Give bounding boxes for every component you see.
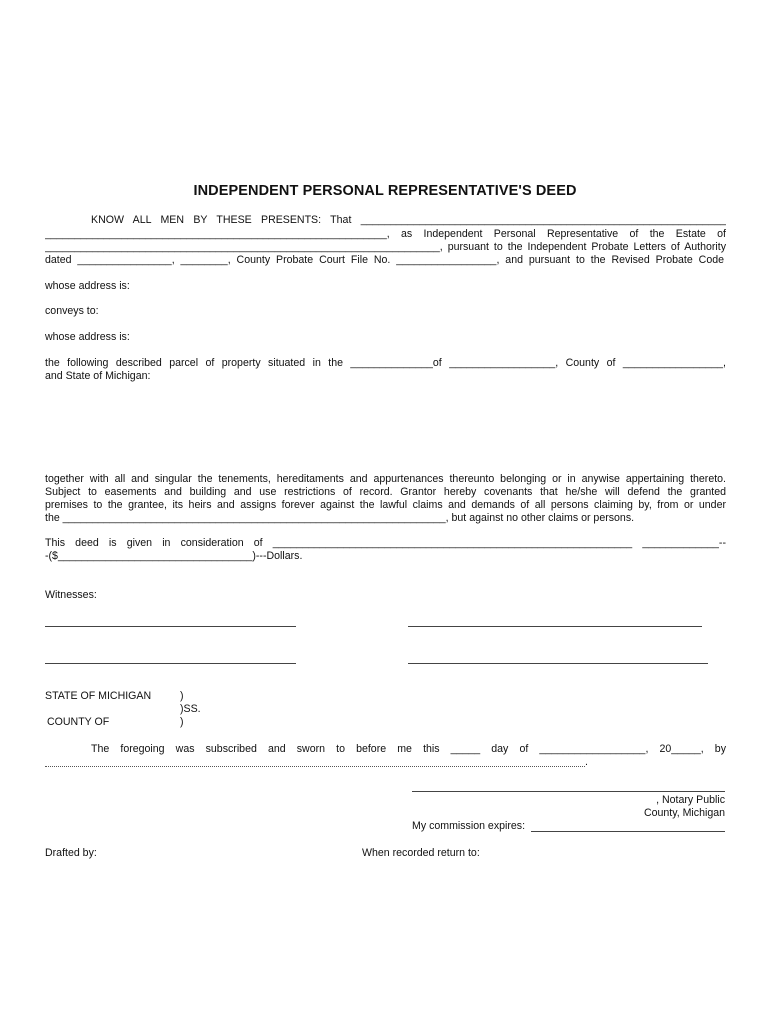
conveys-to-label: conveys to: <box>45 305 99 317</box>
consideration-line-1: This deed is given in consideration of _____________________________________________________________ _____________-- <box>45 537 726 549</box>
notary-signature-line[interactable] <box>412 791 725 792</box>
venue-county: COUNTY OF <box>47 716 110 728</box>
consideration-line-2: -($_________________________________)---Dollars. <box>45 550 303 562</box>
witnesses-label: Witnesses: <box>45 589 97 601</box>
notary-public-label: , Notary Public <box>656 794 725 806</box>
commission-expires-line[interactable] <box>531 831 725 832</box>
grantor-address-label: whose address is: <box>45 280 130 292</box>
together-line-2: Subject to easements and building and use restrictions of record. Grantor hereby covenants that he/she will defend the granted <box>45 486 726 498</box>
grantee-address-label: whose address is: <box>45 331 130 343</box>
commission-expires-label: My commission expires: <box>412 820 526 832</box>
parcel-line-1: the following described parcel of property situated in the ______________of __________________, County of _________________, <box>45 357 726 369</box>
sworn-by-line[interactable] <box>45 766 585 767</box>
intro-line-4: dated ________________, ________, County Probate Court File No. _________________, and pursuant to the Revised Probate Code <box>45 254 724 266</box>
venue-paren-top: ) <box>180 690 184 702</box>
together-line-3: premises to the grantee, its heirs and assigns forever against the lawful claims and demands of all persons claiming by, from or under <box>45 499 726 511</box>
document-title: INDEPENDENT PERSONAL REPRESENTATIVE'S DEED <box>193 183 577 199</box>
venue-paren-bottom: ) <box>180 716 184 728</box>
venue-state: STATE OF MICHIGAN <box>45 690 152 702</box>
intro-line-2: __________________________________________________________, as Independent Personal Representative of the Estate of <box>45 228 726 240</box>
witness-signature-line-3[interactable] <box>45 663 296 664</box>
witness-signature-line-1[interactable] <box>45 626 296 627</box>
venue-ss: )SS. <box>180 703 201 715</box>
notary-county-label: County, Michigan <box>643 807 725 819</box>
together-line-1: together with all and singular the tenements, hereditaments and appurtenances thereunto belonging or in anywise appertaining thereto. <box>45 473 726 485</box>
witness-signature-line-4[interactable] <box>408 663 708 664</box>
intro-line-1: KNOW ALL MEN BY THESE PRESENTS: That ______________________________________________________________ <box>91 214 726 226</box>
together-line-4: the _________________________________________________________________, but against no other claims or persons. <box>45 512 635 524</box>
parcel-line-2: and State of Michigan: <box>45 370 151 382</box>
witness-signature-line-2[interactable] <box>408 626 702 627</box>
foregoing-line-2-end: . <box>585 756 588 768</box>
intro-line-3: ___________________________________________________________________, pursuant to the Independent Probate Letters of Authority <box>45 241 726 253</box>
return-to-label: When recorded return to: <box>362 847 480 859</box>
foregoing-line-1: The foregoing was subscribed and sworn to before me this _____ day of __________________, 20_____, by <box>91 743 726 755</box>
drafted-by-label: Drafted by: <box>45 847 97 859</box>
